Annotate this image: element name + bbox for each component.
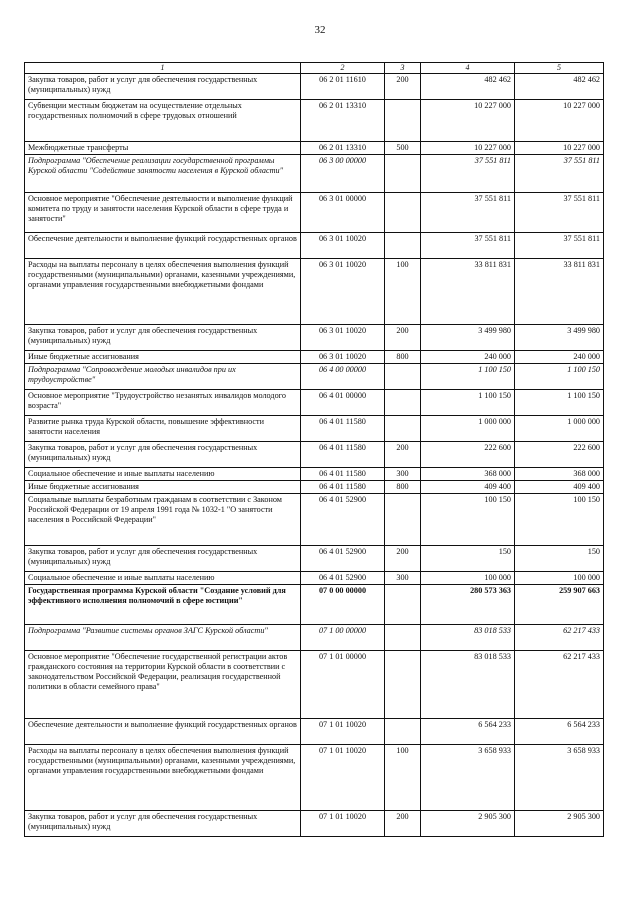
row-amount-2-cell: 150 — [515, 545, 604, 571]
table-row — [25, 141, 604, 154]
row-name-cell: Межбюджетные трансферты — [25, 141, 301, 154]
table-row — [25, 154, 604, 192]
row-code-cell: 06 3 00 00000 — [301, 154, 385, 192]
row-amount-1-cell: 368 000 — [421, 467, 515, 480]
table-row — [25, 571, 604, 584]
row-amount-2-cell: 62 217 433 — [515, 650, 604, 718]
row-name-cell: Субвенции местным бюджетам на осуществление отдельных государственных полномочий в сфере трудовых отношений — [25, 99, 301, 141]
row-amount-1-cell: 37 551 811 — [421, 192, 515, 232]
row-code-cell: 06 4 01 52900 — [301, 571, 385, 584]
row-code-cell: 06 4 01 52900 — [301, 493, 385, 545]
row-amount-1-cell: 10 227 000 — [421, 99, 515, 141]
row-code-cell: 06 3 01 10020 — [301, 350, 385, 363]
row-code-cell: 06 4 01 00000 — [301, 389, 385, 415]
table-row — [25, 493, 604, 545]
table-row — [25, 232, 604, 258]
row-vr-cell: 100 — [385, 258, 421, 324]
row-amount-2-cell: 482 462 — [515, 73, 604, 99]
row-code-cell: 06 4 01 11580 — [301, 441, 385, 467]
row-name-cell: Основное мероприятие "Обеспечение государственной регистрации актов гражданского состояния на территории Курской области в соответствии с законодательством Российской Федерации, реализация государственной политики в области семейного права" — [25, 650, 301, 718]
row-amount-2-cell: 37 551 811 — [515, 192, 604, 232]
row-name-cell: Закупка товаров, работ и услуг для обеспечения государственных (муниципальных) нужд — [25, 810, 301, 836]
row-vr-cell — [385, 363, 421, 389]
row-vr-cell: 200 — [385, 441, 421, 467]
row-name-cell: Социальные выплаты безработным гражданам в соответствии с Законом Российской Федерации от 19 апреля 1991 года № 1032-1 "О занятости населения в Российской Федерации" — [25, 493, 301, 545]
row-name-cell: Государственная программа Курской области "Создание условий для эффективного исполнения полномочий в сфере юстиции" — [25, 584, 301, 624]
row-vr-cell: 100 — [385, 744, 421, 810]
row-amount-1-cell: 33 811 831 — [421, 258, 515, 324]
table-row — [25, 363, 604, 389]
row-name-cell: Подпрограмма "Сопровождение молодых инвалидов при их трудоустройстве" — [25, 363, 301, 389]
row-amount-1-cell: 37 551 811 — [421, 154, 515, 192]
table-row — [25, 324, 604, 350]
row-code-cell: 06 2 01 13310 — [301, 99, 385, 141]
table-row — [25, 441, 604, 467]
row-amount-1-cell: 1 100 150 — [421, 363, 515, 389]
row-amount-2-cell: 100 150 — [515, 493, 604, 545]
row-amount-1-cell: 83 018 533 — [421, 624, 515, 650]
budget-table — [24, 62, 604, 837]
row-vr-cell: 200 — [385, 324, 421, 350]
row-name-cell: Обеспечение деятельности и выполнение функций государственных органов — [25, 718, 301, 744]
table-row — [25, 744, 604, 810]
row-amount-2-cell: 33 811 831 — [515, 258, 604, 324]
row-vr-cell: 300 — [385, 571, 421, 584]
row-name-cell: Основное мероприятие "Трудоустройство незанятых инвалидов молодого возраста" — [25, 389, 301, 415]
row-code-cell: 06 4 01 11580 — [301, 467, 385, 480]
row-amount-2-cell: 10 227 000 — [515, 141, 604, 154]
row-amount-2-cell: 100 000 — [515, 571, 604, 584]
row-amount-2-cell: 1 000 000 — [515, 415, 604, 441]
row-name-cell: Социальное обеспечение и иные выплаты населению — [25, 571, 301, 584]
row-code-cell: 07 1 01 10020 — [301, 744, 385, 810]
table-row — [25, 350, 604, 363]
row-amount-2-cell: 259 907 663 — [515, 584, 604, 624]
row-vr-cell — [385, 154, 421, 192]
row-amount-2-cell: 240 000 — [515, 350, 604, 363]
row-name-cell: Социальное обеспечение и иные выплаты населению — [25, 467, 301, 480]
row-name-cell: Подпрограмма "Развитие системы органов ЗАГС Курской области" — [25, 624, 301, 650]
row-name-cell: Иные бюджетные ассигнования — [25, 350, 301, 363]
table-row — [25, 718, 604, 744]
row-name-cell: Закупка товаров, работ и услуг для обеспечения государственных (муниципальных) нужд — [25, 73, 301, 99]
row-vr-cell — [385, 718, 421, 744]
row-name-cell: Закупка товаров, работ и услуг для обеспечения государственных (муниципальных) нужд — [25, 441, 301, 467]
header-cell-amount-1: 4 — [421, 63, 515, 74]
table-row — [25, 624, 604, 650]
table-row — [25, 545, 604, 571]
table-row — [25, 467, 604, 480]
row-amount-1-cell: 6 564 233 — [421, 718, 515, 744]
row-amount-1-cell: 240 000 — [421, 350, 515, 363]
row-amount-2-cell: 37 551 811 — [515, 154, 604, 192]
row-vr-cell — [385, 232, 421, 258]
row-vr-cell — [385, 493, 421, 545]
row-amount-1-cell: 2 905 300 — [421, 810, 515, 836]
row-amount-2-cell: 222 600 — [515, 441, 604, 467]
row-vr-cell: 500 — [385, 141, 421, 154]
row-vr-cell — [385, 415, 421, 441]
row-amount-1-cell: 100 000 — [421, 571, 515, 584]
row-vr-cell — [385, 99, 421, 141]
row-amount-1-cell: 37 551 811 — [421, 232, 515, 258]
row-vr-cell — [385, 584, 421, 624]
row-vr-cell — [385, 624, 421, 650]
row-amount-1-cell: 3 499 980 — [421, 324, 515, 350]
table-row — [25, 258, 604, 324]
row-amount-1-cell: 280 573 363 — [421, 584, 515, 624]
table-row — [25, 415, 604, 441]
row-amount-1-cell: 409 400 — [421, 480, 515, 493]
row-code-cell: 06 4 01 52900 — [301, 545, 385, 571]
row-amount-1-cell: 150 — [421, 545, 515, 571]
header-row — [25, 63, 604, 74]
row-name-cell: Иные бюджетные ассигнования — [25, 480, 301, 493]
table-row — [25, 99, 604, 141]
row-amount-1-cell: 222 600 — [421, 441, 515, 467]
row-amount-2-cell: 1 100 150 — [515, 363, 604, 389]
row-vr-cell — [385, 650, 421, 718]
row-amount-1-cell: 100 150 — [421, 493, 515, 545]
row-amount-2-cell: 368 000 — [515, 467, 604, 480]
row-amount-1-cell: 482 462 — [421, 73, 515, 99]
budget-table-body — [25, 73, 604, 836]
row-name-cell: Развитие рынка труда Курской области, повышение эффективности занятости населения — [25, 415, 301, 441]
row-name-cell: Закупка товаров, работ и услуг для обеспечения государственных (муниципальных) нужд — [25, 545, 301, 571]
row-amount-2-cell: 62 217 433 — [515, 624, 604, 650]
row-vr-cell: 200 — [385, 73, 421, 99]
table-row — [25, 73, 604, 99]
row-amount-2-cell: 1 100 150 — [515, 389, 604, 415]
row-code-cell: 06 4 01 11580 — [301, 480, 385, 493]
header-cell-amount-2: 5 — [515, 63, 604, 74]
row-code-cell: 06 4 00 00000 — [301, 363, 385, 389]
row-name-cell: Обеспечение деятельности и выполнение функций государственных органов — [25, 232, 301, 258]
table-row — [25, 584, 604, 624]
table-row — [25, 650, 604, 718]
header-cell-vr: 3 — [385, 63, 421, 74]
row-name-cell: Подпрограмма "Обеспечение реализации государственной программы Курской области "Содействие занятости населения в Курской области" — [25, 154, 301, 192]
row-name-cell: Расходы на выплаты персоналу в целях обеспечения выполнения функций государственными (муниципальными) органами, казенными учреждениями, органами управления государственными внебюджетными фондами — [25, 258, 301, 324]
row-code-cell: 06 2 01 11610 — [301, 73, 385, 99]
row-name-cell: Основное мероприятие "Обеспечение деятельности и выполнение функций комитета по труду и занятости населения Курской области в сфере труда и занятости" — [25, 192, 301, 232]
page-number: 32 — [314, 24, 326, 36]
row-code-cell: 06 2 01 13310 — [301, 141, 385, 154]
table-row — [25, 480, 604, 493]
row-vr-cell — [385, 192, 421, 232]
row-vr-cell: 200 — [385, 810, 421, 836]
row-name-cell: Расходы на выплаты персоналу в целях обеспечения выполнения функций государственными (муниципальными) органами, казенными учреждениями, органами управления государственными внебюджетными фондами — [25, 744, 301, 810]
row-amount-2-cell: 2 905 300 — [515, 810, 604, 836]
row-amount-1-cell: 1 000 000 — [421, 415, 515, 441]
table-row — [25, 389, 604, 415]
row-vr-cell: 200 — [385, 545, 421, 571]
row-vr-cell: 300 — [385, 467, 421, 480]
row-vr-cell: 800 — [385, 480, 421, 493]
row-amount-1-cell: 3 658 933 — [421, 744, 515, 810]
row-name-cell: Закупка товаров, работ и услуг для обеспечения государственных (муниципальных) нужд — [25, 324, 301, 350]
header-cell-name: 1 — [25, 63, 301, 74]
row-amount-2-cell: 37 551 811 — [515, 232, 604, 258]
row-code-cell: 06 4 01 11580 — [301, 415, 385, 441]
row-amount-2-cell: 3 499 980 — [515, 324, 604, 350]
row-amount-2-cell: 409 400 — [515, 480, 604, 493]
table-row — [25, 192, 604, 232]
row-amount-1-cell: 83 018 533 — [421, 650, 515, 718]
row-code-cell: 07 1 01 10020 — [301, 810, 385, 836]
row-code-cell: 07 0 00 00000 — [301, 584, 385, 624]
table-row — [25, 810, 604, 836]
row-code-cell: 06 3 01 00000 — [301, 192, 385, 232]
row-vr-cell: 800 — [385, 350, 421, 363]
row-amount-1-cell: 1 100 150 — [421, 389, 515, 415]
row-vr-cell — [385, 389, 421, 415]
row-amount-2-cell: 10 227 000 — [515, 99, 604, 141]
row-amount-2-cell: 3 658 933 — [515, 744, 604, 810]
row-code-cell: 06 3 01 10020 — [301, 232, 385, 258]
row-code-cell: 07 1 01 10020 — [301, 718, 385, 744]
row-amount-2-cell: 6 564 233 — [515, 718, 604, 744]
row-amount-1-cell: 10 227 000 — [421, 141, 515, 154]
header-cell-code: 2 — [301, 63, 385, 74]
row-code-cell: 07 1 01 00000 — [301, 650, 385, 718]
row-code-cell: 06 3 01 10020 — [301, 324, 385, 350]
row-code-cell: 06 3 01 10020 — [301, 258, 385, 324]
row-code-cell: 07 1 00 00000 — [301, 624, 385, 650]
